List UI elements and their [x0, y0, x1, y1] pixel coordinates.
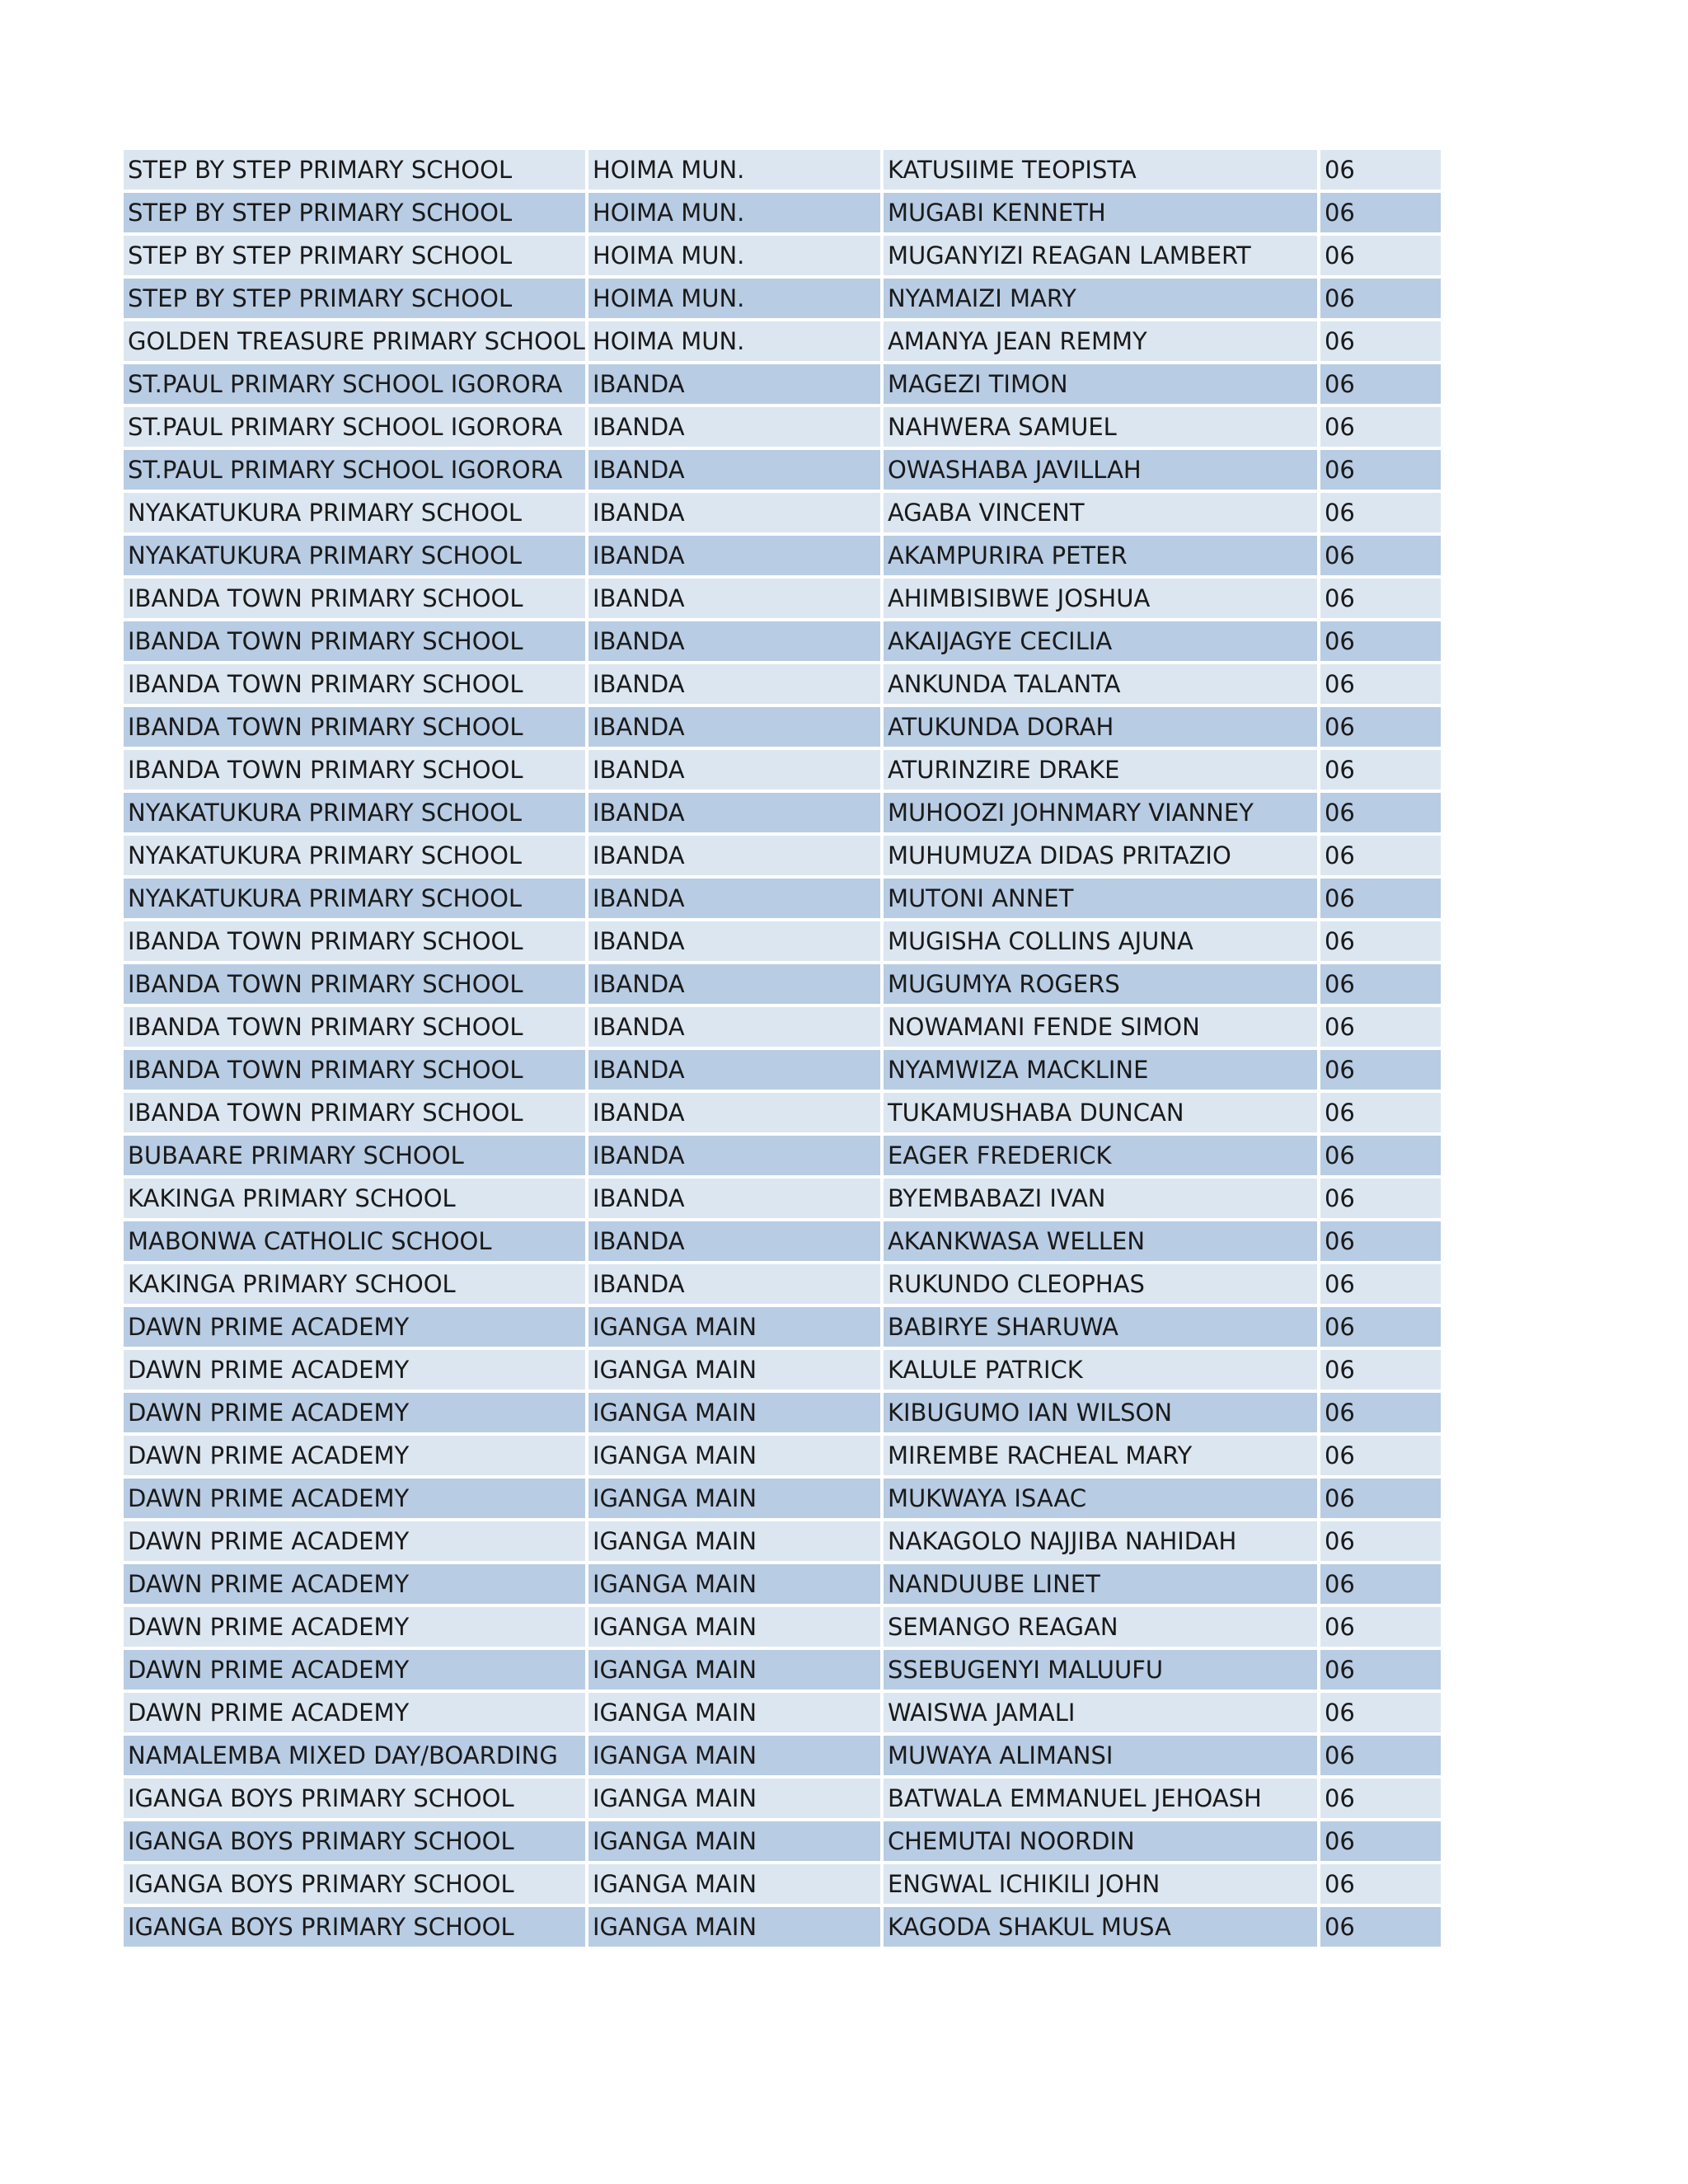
student-name-cell: MUGANYIZI REAGAN LAMBERT	[884, 236, 1317, 275]
school-cell: IBANDA TOWN PRIMARY SCHOOL	[124, 1007, 585, 1047]
district-cell: HOIMA MUN.	[588, 150, 880, 190]
district-cell: IBANDA	[588, 1136, 880, 1175]
school-cell: DAWN PRIME ACADEMY	[124, 1479, 585, 1518]
grade-cell: 06	[1320, 1436, 1441, 1475]
district-cell: IBANDA	[588, 793, 880, 832]
school-cell: IBANDA TOWN PRIMARY SCHOOL	[124, 921, 585, 961]
district-cell: IBANDA	[588, 579, 880, 618]
school-cell: NYAKATUKURA PRIMARY SCHOOL	[124, 493, 585, 532]
school-cell: NYAKATUKURA PRIMARY SCHOOL	[124, 836, 585, 875]
school-cell: STEP BY STEP PRIMARY SCHOOL	[124, 236, 585, 275]
school-cell: IGANGA BOYS PRIMARY SCHOOL	[124, 1779, 585, 1818]
student-name-cell: NOWAMANI FENDE SIMON	[884, 1007, 1317, 1047]
grade-cell: 06	[1320, 279, 1441, 318]
school-cell: IBANDA TOWN PRIMARY SCHOOL	[124, 1093, 585, 1132]
district-cell: IGANGA MAIN	[588, 1607, 880, 1647]
school-cell: DAWN PRIME ACADEMY	[124, 1307, 585, 1347]
school-cell: STEP BY STEP PRIMARY SCHOOL	[124, 150, 585, 190]
table-row	[124, 450, 1441, 490]
student-name-cell: NYAMWIZA MACKLINE	[884, 1050, 1317, 1090]
school-cell: DAWN PRIME ACADEMY	[124, 1650, 585, 1690]
school-cell: KAKINGA PRIMARY SCHOOL	[124, 1264, 585, 1304]
school-cell: IGANGA BOYS PRIMARY SCHOOL	[124, 1864, 585, 1904]
student-name-cell: ATURINZIRE DRAKE	[884, 750, 1317, 790]
grade-cell: 06	[1320, 321, 1441, 361]
district-cell: IBANDA	[588, 750, 880, 790]
table-row	[124, 150, 1441, 190]
school-cell: ST.PAUL PRIMARY SCHOOL IGORORA	[124, 364, 585, 404]
district-cell: IBANDA	[588, 621, 880, 661]
district-cell: IGANGA MAIN	[588, 1436, 880, 1475]
district-cell: IGANGA MAIN	[588, 1650, 880, 1690]
grade-cell: 06	[1320, 364, 1441, 404]
district-cell: IGANGA MAIN	[588, 1479, 880, 1518]
student-name-cell: AMANYA JEAN REMMY	[884, 321, 1317, 361]
student-name-cell: NYAMAIZI MARY	[884, 279, 1317, 318]
school-cell: DAWN PRIME ACADEMY	[124, 1350, 585, 1390]
district-cell: IBANDA	[588, 921, 880, 961]
table-row	[124, 364, 1441, 404]
table-row	[124, 1779, 1441, 1818]
school-cell: IBANDA TOWN PRIMARY SCHOOL	[124, 707, 585, 747]
student-name-cell: BYEMBABAZI IVAN	[884, 1179, 1317, 1218]
grade-cell: 06	[1320, 407, 1441, 447]
student-name-cell: MAGEZI TIMON	[884, 364, 1317, 404]
grade-cell: 06	[1320, 1907, 1441, 1947]
school-cell: ST.PAUL PRIMARY SCHOOL IGORORA	[124, 407, 585, 447]
table-row	[124, 1179, 1441, 1218]
student-name-cell: BABIRYE SHARUWA	[884, 1307, 1317, 1347]
student-name-cell: RUKUNDO CLEOPHAS	[884, 1264, 1317, 1304]
district-cell: HOIMA MUN.	[588, 321, 880, 361]
school-cell: IBANDA TOWN PRIMARY SCHOOL	[124, 664, 585, 704]
school-cell: NAMALEMBA MIXED DAY/BOARDING	[124, 1736, 585, 1775]
table-row	[124, 1479, 1441, 1518]
grade-cell: 06	[1320, 150, 1441, 190]
table-row	[124, 750, 1441, 790]
grade-cell: 06	[1320, 1264, 1441, 1304]
district-cell: HOIMA MUN.	[588, 193, 880, 232]
grade-cell: 06	[1320, 1093, 1441, 1132]
grade-cell: 06	[1320, 1693, 1441, 1732]
district-cell: IBANDA	[588, 1264, 880, 1304]
school-cell: BUBAARE PRIMARY SCHOOL	[124, 1136, 585, 1175]
table-row	[124, 1693, 1441, 1732]
table-row	[124, 1093, 1441, 1132]
school-cell: NYAKATUKURA PRIMARY SCHOOL	[124, 879, 585, 918]
school-cell: NYAKATUKURA PRIMARY SCHOOL	[124, 793, 585, 832]
student-name-cell: ENGWAL ICHIKILI JOHN	[884, 1864, 1317, 1904]
district-cell: IBANDA	[588, 536, 880, 575]
school-cell: IBANDA TOWN PRIMARY SCHOOL	[124, 621, 585, 661]
table-row	[124, 1350, 1441, 1390]
grade-cell: 06	[1320, 193, 1441, 232]
school-cell: DAWN PRIME ACADEMY	[124, 1436, 585, 1475]
student-name-cell: NANDUUBE LINET	[884, 1564, 1317, 1604]
grade-cell: 06	[1320, 1136, 1441, 1175]
school-cell: ST.PAUL PRIMARY SCHOOL IGORORA	[124, 450, 585, 490]
grade-cell: 06	[1320, 493, 1441, 532]
district-cell: IBANDA	[588, 964, 880, 1004]
district-cell: HOIMA MUN.	[588, 236, 880, 275]
table-row	[124, 793, 1441, 832]
student-name-cell: NAKAGOLO NAJJIBA NAHIDAH	[884, 1521, 1317, 1561]
school-cell: DAWN PRIME ACADEMY	[124, 1607, 585, 1647]
grade-cell: 06	[1320, 579, 1441, 618]
district-cell: IBANDA	[588, 707, 880, 747]
table-row	[124, 664, 1441, 704]
district-cell: IBANDA	[588, 664, 880, 704]
table-row	[124, 493, 1441, 532]
student-name-cell: AKANKWASA WELLEN	[884, 1221, 1317, 1261]
table-row	[124, 1007, 1441, 1047]
table-row	[124, 879, 1441, 918]
grade-cell: 06	[1320, 621, 1441, 661]
district-cell: IBANDA	[588, 1179, 880, 1218]
grade-cell: 06	[1320, 1650, 1441, 1690]
grade-cell: 06	[1320, 664, 1441, 704]
student-name-cell: ANKUNDA TALANTA	[884, 664, 1317, 704]
district-cell: HOIMA MUN.	[588, 279, 880, 318]
table-row	[124, 921, 1441, 961]
district-cell: IBANDA	[588, 493, 880, 532]
grade-cell: 06	[1320, 236, 1441, 275]
grade-cell: 06	[1320, 921, 1441, 961]
district-cell: IGANGA MAIN	[588, 1693, 880, 1732]
table-row	[124, 236, 1441, 275]
district-cell: IBANDA	[588, 1093, 880, 1132]
results-table-body	[124, 150, 1441, 1947]
table-row	[124, 1136, 1441, 1175]
district-cell: IGANGA MAIN	[588, 1864, 880, 1904]
school-cell: GOLDEN TREASURE PRIMARY SCHOOL	[124, 321, 585, 361]
district-cell: IGANGA MAIN	[588, 1821, 880, 1861]
district-cell: IGANGA MAIN	[588, 1307, 880, 1347]
grade-cell: 06	[1320, 964, 1441, 1004]
student-name-cell: MUHOOZI JOHNMARY VIANNEY	[884, 793, 1317, 832]
table-row	[124, 1264, 1441, 1304]
school-cell: DAWN PRIME ACADEMY	[124, 1521, 585, 1561]
grade-cell: 06	[1320, 793, 1441, 832]
district-cell: IBANDA	[588, 1221, 880, 1261]
student-name-cell: AHIMBISIBWE JOSHUA	[884, 579, 1317, 618]
school-cell: IGANGA BOYS PRIMARY SCHOOL	[124, 1821, 585, 1861]
student-name-cell: KAGODA SHAKUL MUSA	[884, 1907, 1317, 1947]
table-row	[124, 1907, 1441, 1947]
table-row	[124, 407, 1441, 447]
grade-cell: 06	[1320, 1521, 1441, 1561]
table-row	[124, 579, 1441, 618]
table-row	[124, 1564, 1441, 1604]
student-name-cell: MUHUMUZA DIDAS PRITAZIO	[884, 836, 1317, 875]
grade-cell: 06	[1320, 1736, 1441, 1775]
school-cell: NYAKATUKURA PRIMARY SCHOOL	[124, 536, 585, 575]
school-cell: IGANGA BOYS PRIMARY SCHOOL	[124, 1907, 585, 1947]
student-name-cell: KALULE PATRICK	[884, 1350, 1317, 1390]
district-cell: IGANGA MAIN	[588, 1736, 880, 1775]
student-name-cell: NAHWERA SAMUEL	[884, 407, 1317, 447]
results-table	[120, 147, 1444, 1950]
table-row	[124, 1307, 1441, 1347]
grade-cell: 06	[1320, 1607, 1441, 1647]
table-row	[124, 1050, 1441, 1090]
grade-cell: 06	[1320, 1221, 1441, 1261]
grade-cell: 06	[1320, 1393, 1441, 1432]
student-name-cell: ATUKUNDA DORAH	[884, 707, 1317, 747]
school-cell: MABONWA CATHOLIC SCHOOL	[124, 1221, 585, 1261]
district-cell: IBANDA	[588, 364, 880, 404]
table-row	[124, 1521, 1441, 1561]
student-name-cell: MUTONI ANNET	[884, 879, 1317, 918]
school-cell: KAKINGA PRIMARY SCHOOL	[124, 1179, 585, 1218]
grade-cell: 06	[1320, 1821, 1441, 1861]
table-row	[124, 1607, 1441, 1647]
student-name-cell: AGABA VINCENT	[884, 493, 1317, 532]
table-row	[124, 1736, 1441, 1775]
school-cell: DAWN PRIME ACADEMY	[124, 1564, 585, 1604]
district-cell: IBANDA	[588, 836, 880, 875]
student-name-cell: MUGISHA COLLINS AJUNA	[884, 921, 1317, 961]
grade-cell: 06	[1320, 879, 1441, 918]
student-name-cell: SEMANGO REAGAN	[884, 1607, 1317, 1647]
school-cell: IBANDA TOWN PRIMARY SCHOOL	[124, 750, 585, 790]
grade-cell: 06	[1320, 1479, 1441, 1518]
student-name-cell: SSEBUGENYI MALUUFU	[884, 1650, 1317, 1690]
table-row	[124, 1393, 1441, 1432]
table-row	[124, 279, 1441, 318]
table-row	[124, 1436, 1441, 1475]
district-cell: IGANGA MAIN	[588, 1779, 880, 1818]
student-name-cell: MIREMBE RACHEAL MARY	[884, 1436, 1317, 1475]
school-cell: STEP BY STEP PRIMARY SCHOOL	[124, 193, 585, 232]
grade-cell: 06	[1320, 1050, 1441, 1090]
student-name-cell: KIBUGUMO IAN WILSON	[884, 1393, 1317, 1432]
district-cell: IGANGA MAIN	[588, 1393, 880, 1432]
student-name-cell: TUKAMUSHABA DUNCAN	[884, 1093, 1317, 1132]
district-cell: IBANDA	[588, 1007, 880, 1047]
table-row	[124, 836, 1441, 875]
student-name-cell: WAISWA JAMALI	[884, 1693, 1317, 1732]
table-row	[124, 1821, 1441, 1861]
student-name-cell: MUGUMYA ROGERS	[884, 964, 1317, 1004]
student-name-cell: AKAIJAGYE CECILIA	[884, 621, 1317, 661]
grade-cell: 06	[1320, 1564, 1441, 1604]
student-name-cell: AKAMPURIRA PETER	[884, 536, 1317, 575]
district-cell: IGANGA MAIN	[588, 1907, 880, 1947]
table-row	[124, 321, 1441, 361]
student-name-cell: CHEMUTAI NOORDIN	[884, 1821, 1317, 1861]
student-name-cell: MUGABI KENNETH	[884, 193, 1317, 232]
grade-cell: 06	[1320, 836, 1441, 875]
district-cell: IBANDA	[588, 879, 880, 918]
table-row	[124, 621, 1441, 661]
student-name-cell: OWASHABA JAVILLAH	[884, 450, 1317, 490]
student-name-cell: MUWAYA ALIMANSI	[884, 1736, 1317, 1775]
district-cell: IGANGA MAIN	[588, 1564, 880, 1604]
table-row	[124, 1221, 1441, 1261]
school-cell: DAWN PRIME ACADEMY	[124, 1393, 585, 1432]
district-cell: IBANDA	[588, 407, 880, 447]
school-cell: IBANDA TOWN PRIMARY SCHOOL	[124, 964, 585, 1004]
student-name-cell: BATWALA EMMANUEL JEHOASH	[884, 1779, 1317, 1818]
grade-cell: 06	[1320, 1307, 1441, 1347]
district-cell: IGANGA MAIN	[588, 1521, 880, 1561]
table-row	[124, 536, 1441, 575]
grade-cell: 06	[1320, 1779, 1441, 1818]
grade-cell: 06	[1320, 1350, 1441, 1390]
table-row	[124, 193, 1441, 232]
district-cell: IBANDA	[588, 450, 880, 490]
table-row	[124, 1864, 1441, 1904]
district-cell: IGANGA MAIN	[588, 1350, 880, 1390]
school-cell: IBANDA TOWN PRIMARY SCHOOL	[124, 1050, 585, 1090]
student-name-cell: KATUSIIME TEOPISTA	[884, 150, 1317, 190]
school-cell: STEP BY STEP PRIMARY SCHOOL	[124, 279, 585, 318]
grade-cell: 06	[1320, 750, 1441, 790]
school-cell: IBANDA TOWN PRIMARY SCHOOL	[124, 579, 585, 618]
grade-cell: 06	[1320, 1179, 1441, 1218]
student-name-cell: EAGER FREDERICK	[884, 1136, 1317, 1175]
grade-cell: 06	[1320, 1007, 1441, 1047]
grade-cell: 06	[1320, 450, 1441, 490]
grade-cell: 06	[1320, 536, 1441, 575]
table-row	[124, 1650, 1441, 1690]
district-cell: IBANDA	[588, 1050, 880, 1090]
table-row	[124, 707, 1441, 747]
table-row	[124, 964, 1441, 1004]
school-cell: DAWN PRIME ACADEMY	[124, 1693, 585, 1732]
grade-cell: 06	[1320, 707, 1441, 747]
student-name-cell: MUKWAYA ISAAC	[884, 1479, 1317, 1518]
grade-cell: 06	[1320, 1864, 1441, 1904]
